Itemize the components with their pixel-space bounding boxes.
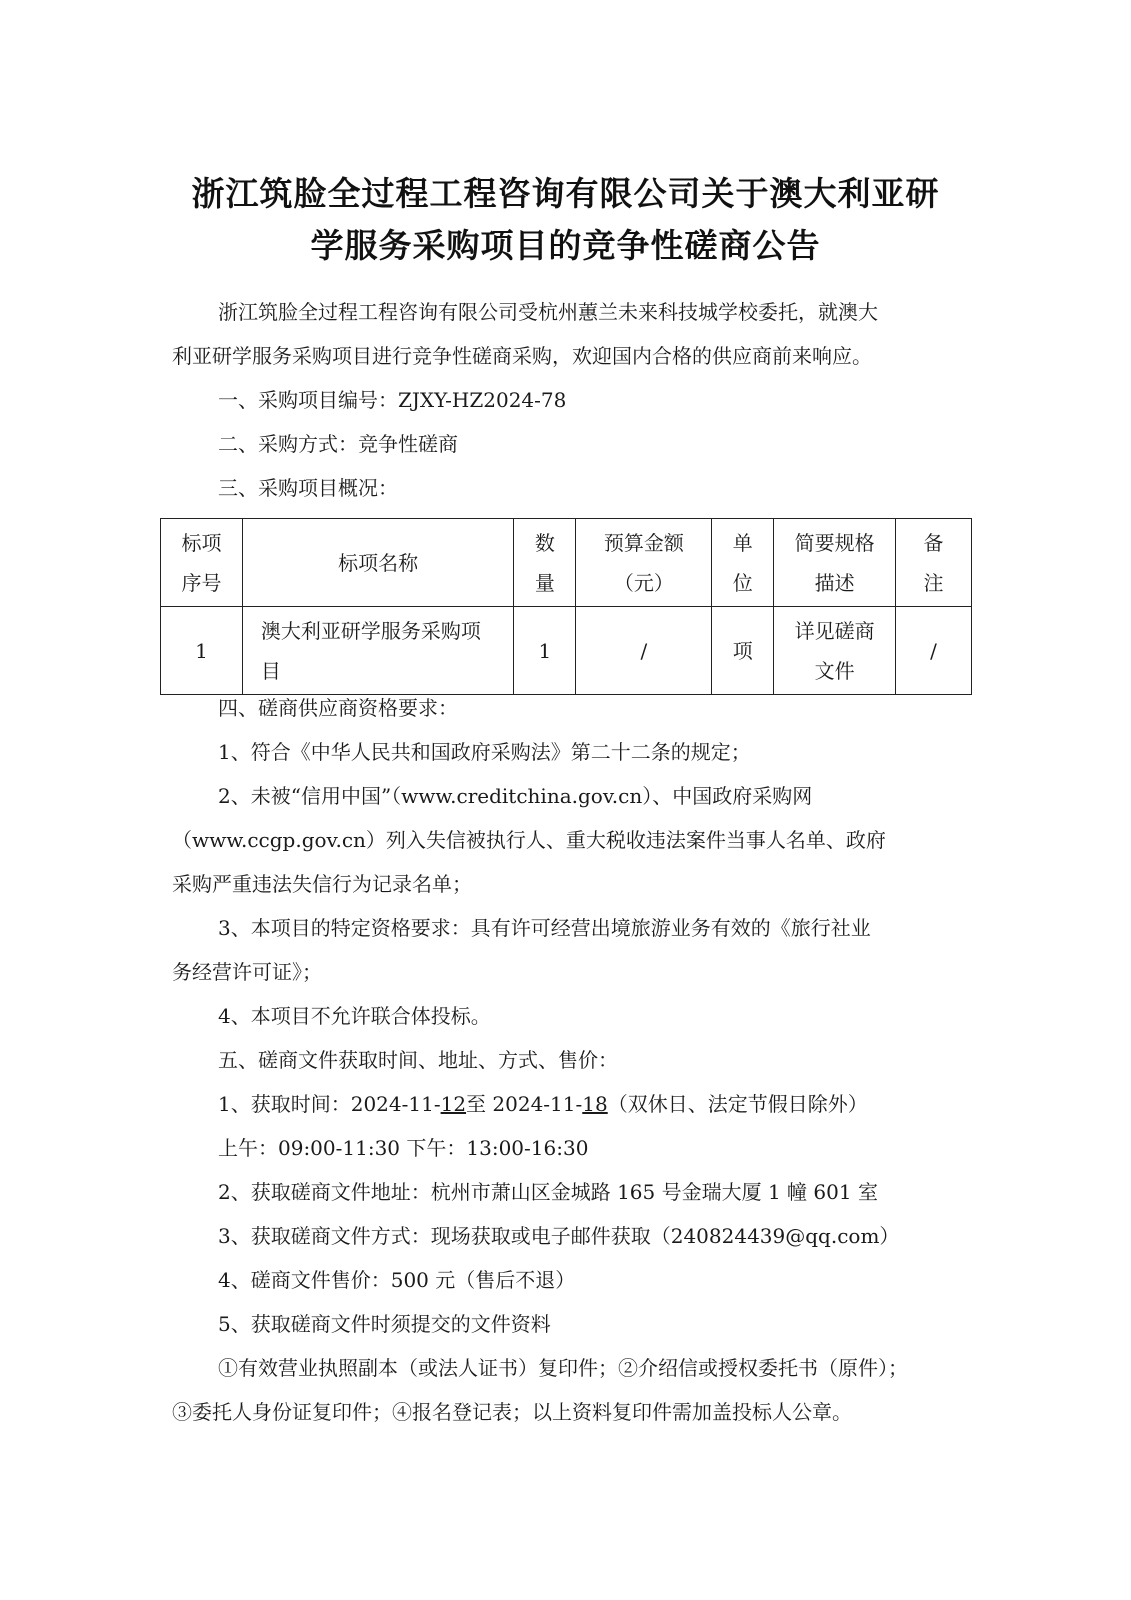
table-header-row xyxy=(161,519,972,607)
document-title-line-2: 学服务采购项目的竞争性磋商公告 xyxy=(310,226,821,265)
required-documents-line-2: ③委托人身份证复印件；④报名登记表；以上资料复印件需加盖投标人公章。 xyxy=(172,1400,852,1424)
qualification-heading: 四、磋商供应商资格要求： xyxy=(218,696,458,720)
cell-unit: 项 xyxy=(712,607,774,695)
acquisition-hours: 上午：09:00-11:30 下午：13:00-16:30 xyxy=(218,1136,589,1160)
qualification-item-1: 1、符合《中华人民共和国政府采购法》第二十二条的规定； xyxy=(218,740,751,764)
qualification-item-2-line-2: （www.ccgp.gov.cn）列入失信被执行人、重大税收违法案件当事人名单、政府 xyxy=(172,828,886,852)
end-day: 18 xyxy=(582,1092,608,1116)
acquisition-time: 1、获取时间：2024-11-12至 2024-11-18（双休日、法定节假日除外） xyxy=(218,1092,868,1116)
qualification-item-4: 4、本项目不允许联合体投标。 xyxy=(218,1004,491,1028)
header-note: 备 注 xyxy=(896,519,972,607)
header-desc: 简要规格 描述 xyxy=(774,519,896,607)
qualification-item-2-line-3: 采购严重违法失信行为记录名单； xyxy=(172,872,472,896)
acquisition-method: 3、获取磋商文件方式：现场获取或电子邮件获取（240824439@qq.com） xyxy=(218,1224,900,1248)
intro-line-2: 利亚研学服务采购项目进行竞争性磋商采购，欢迎国内合格的供应商前来响应。 xyxy=(172,344,872,368)
procurement-method: 二、采购方式：竞争性磋商 xyxy=(218,432,458,456)
cell-qty: 1 xyxy=(514,607,576,695)
intro-line-1: 浙江筑脸全过程工程咨询有限公司受杭州蕙兰未来科技城学校委托，就澳大 xyxy=(218,300,878,324)
required-documents-line-1: ①有效营业执照副本（或法人证书）复印件；②介绍信或授权委托书（原件）； xyxy=(218,1356,908,1380)
header-name: 标项名称 xyxy=(242,519,514,607)
header-budget: 预算金额 （元） xyxy=(576,519,712,607)
cell-desc: 详见磋商 文件 xyxy=(774,607,896,695)
required-documents-heading: 5、获取磋商文件时须提交的文件资料 xyxy=(218,1312,551,1336)
qualification-item-3-line-1: 3、本项目的特定资格要求：具有许可经营出境旅游业务有效的《旅行社业 xyxy=(218,916,871,940)
cell-name: 澳大利亚研学服务采购项 目 xyxy=(242,607,514,695)
header-unit: 单 位 xyxy=(712,519,774,607)
document-title-line-1: 浙江筑脸全过程工程咨询有限公司关于澳大利亚研 xyxy=(191,174,940,213)
qualification-item-3-line-2: 务经营许可证》； xyxy=(172,960,322,984)
qualification-item-2-line-1: 2、未被“信用中国”（www.creditchina.gov.cn）、中国政府采购网 xyxy=(218,784,813,808)
header-qty: 数 量 xyxy=(514,519,576,607)
documents-heading: 五、磋商文件获取时间、地址、方式、售价： xyxy=(218,1048,618,1072)
cell-note: / xyxy=(896,607,972,695)
header-seq: 标项 序号 xyxy=(161,519,243,607)
acquisition-address: 2、获取磋商文件地址：杭州市萧山区金城路 165 号金瑞大厦 1 幢 601 室 xyxy=(218,1180,878,1204)
start-day: 12 xyxy=(440,1092,467,1116)
project-items-table xyxy=(160,518,972,695)
cell-seq: 1 xyxy=(161,607,243,695)
table-row xyxy=(161,607,972,695)
project-overview-heading: 三、采购项目概况： xyxy=(218,476,398,500)
procurement-number: 一、采购项目编号：ZJXY-HZ2024-78 xyxy=(218,388,567,412)
cell-budget: / xyxy=(576,607,712,695)
document-price: 4、磋商文件售价：500 元（售后不退） xyxy=(218,1268,576,1292)
